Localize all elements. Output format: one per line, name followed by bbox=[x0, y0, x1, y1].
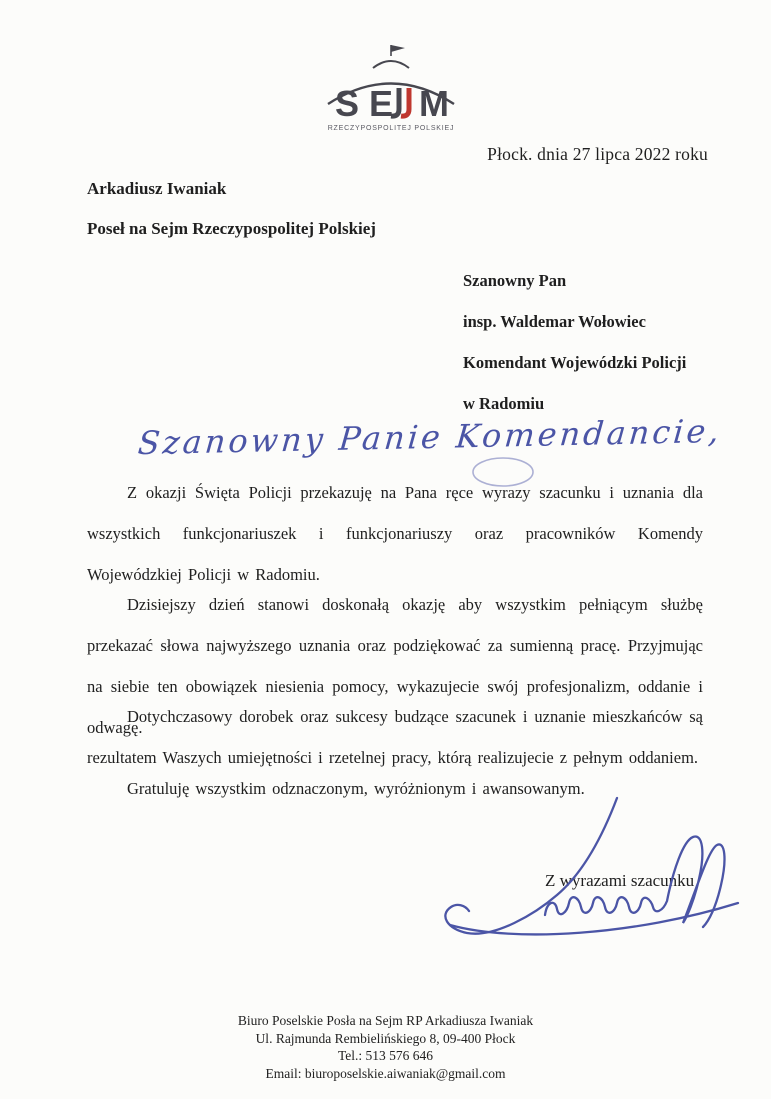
sender-title: Poseł na Sejm Rzeczypospolitej Polskiej bbox=[87, 219, 376, 238]
recipient-salutation: Szanowny Pan bbox=[463, 271, 567, 290]
body-paragraph: Dotychczasowy dorobek oraz sukcesy budzące szacunek i uznanie mieszkańców są rezultatem Waszych umiejętności i rzetelnej pracy, którą realizujecie z pełnym oddaniem. bbox=[87, 707, 703, 767]
sejm-logo bbox=[325, 42, 457, 134]
date-line: Płock. dnia 27 lipca 2022 roku bbox=[487, 144, 708, 164]
recipient-position: Komendant Wojewódzki Policji bbox=[463, 353, 687, 372]
logo-letter-j-red-icon bbox=[401, 88, 409, 116]
body-paragraph: Z okazji Święta Policji przekazuję na Pana ręce wyrazy szacunku i uznania dla wszystkich funkcjonariuszek i funkcjonariuszy oraz pracowników Komendy Wojewódzkiej Policji w Radomiu. bbox=[87, 483, 703, 584]
recipient-block bbox=[463, 260, 686, 424]
logo-letter-m: M bbox=[419, 83, 449, 124]
sender-name: Arkadiusz Iwaniak bbox=[87, 179, 227, 198]
footer-line: Ul. Rajmunda Rembielińskiego 8, 09-400 Płock bbox=[255, 1030, 516, 1046]
logo-subtitle: RZECZYPOSPOLITEJ POLSKIEJ bbox=[327, 125, 455, 132]
logo-flag-icon bbox=[391, 45, 405, 52]
recipient-city: w Radomiu bbox=[463, 394, 545, 413]
handwritten-greeting: Szanowny Panie Komendancie, bbox=[136, 411, 724, 463]
logo-letter-s: S bbox=[335, 83, 360, 124]
body-paragraph: Dzisiejszy dzień stanowi doskonałą okazję aby wszystkim pełniącym służbę przekazać słowa najwyższego uznania oraz podziękować za sumienną pracę. Przyjmując na siebie ten obowiązek niesienia pomocy, wykazujecie swój profesjonalizm, oddanie i odwagę. bbox=[87, 595, 703, 737]
recipient-name: insp. Waldemar Wołowiec bbox=[463, 312, 646, 331]
handwritten-signature-icon bbox=[435, 793, 745, 948]
body-paragraph: Gratuluję wszystkim odznaczonym, wyróżnionym i awansowanym. bbox=[127, 779, 585, 798]
footer-line: Biuro Poselskie Posła na Sejm RP Arkadiusza Iwaniak bbox=[237, 1013, 534, 1028]
footer-line: Email: biuroposelskie.aiwaniak@gmail.com bbox=[265, 1065, 506, 1081]
logo-letter-e: E bbox=[369, 83, 394, 124]
footer-line: Tel.: 513 576 646 bbox=[337, 1048, 434, 1063]
closing-phrase: Z wyrazami szacunku bbox=[545, 871, 695, 890]
footer-block bbox=[0, 1012, 771, 1082]
logo-small-dome-icon bbox=[373, 61, 409, 68]
sender-block bbox=[87, 179, 376, 239]
